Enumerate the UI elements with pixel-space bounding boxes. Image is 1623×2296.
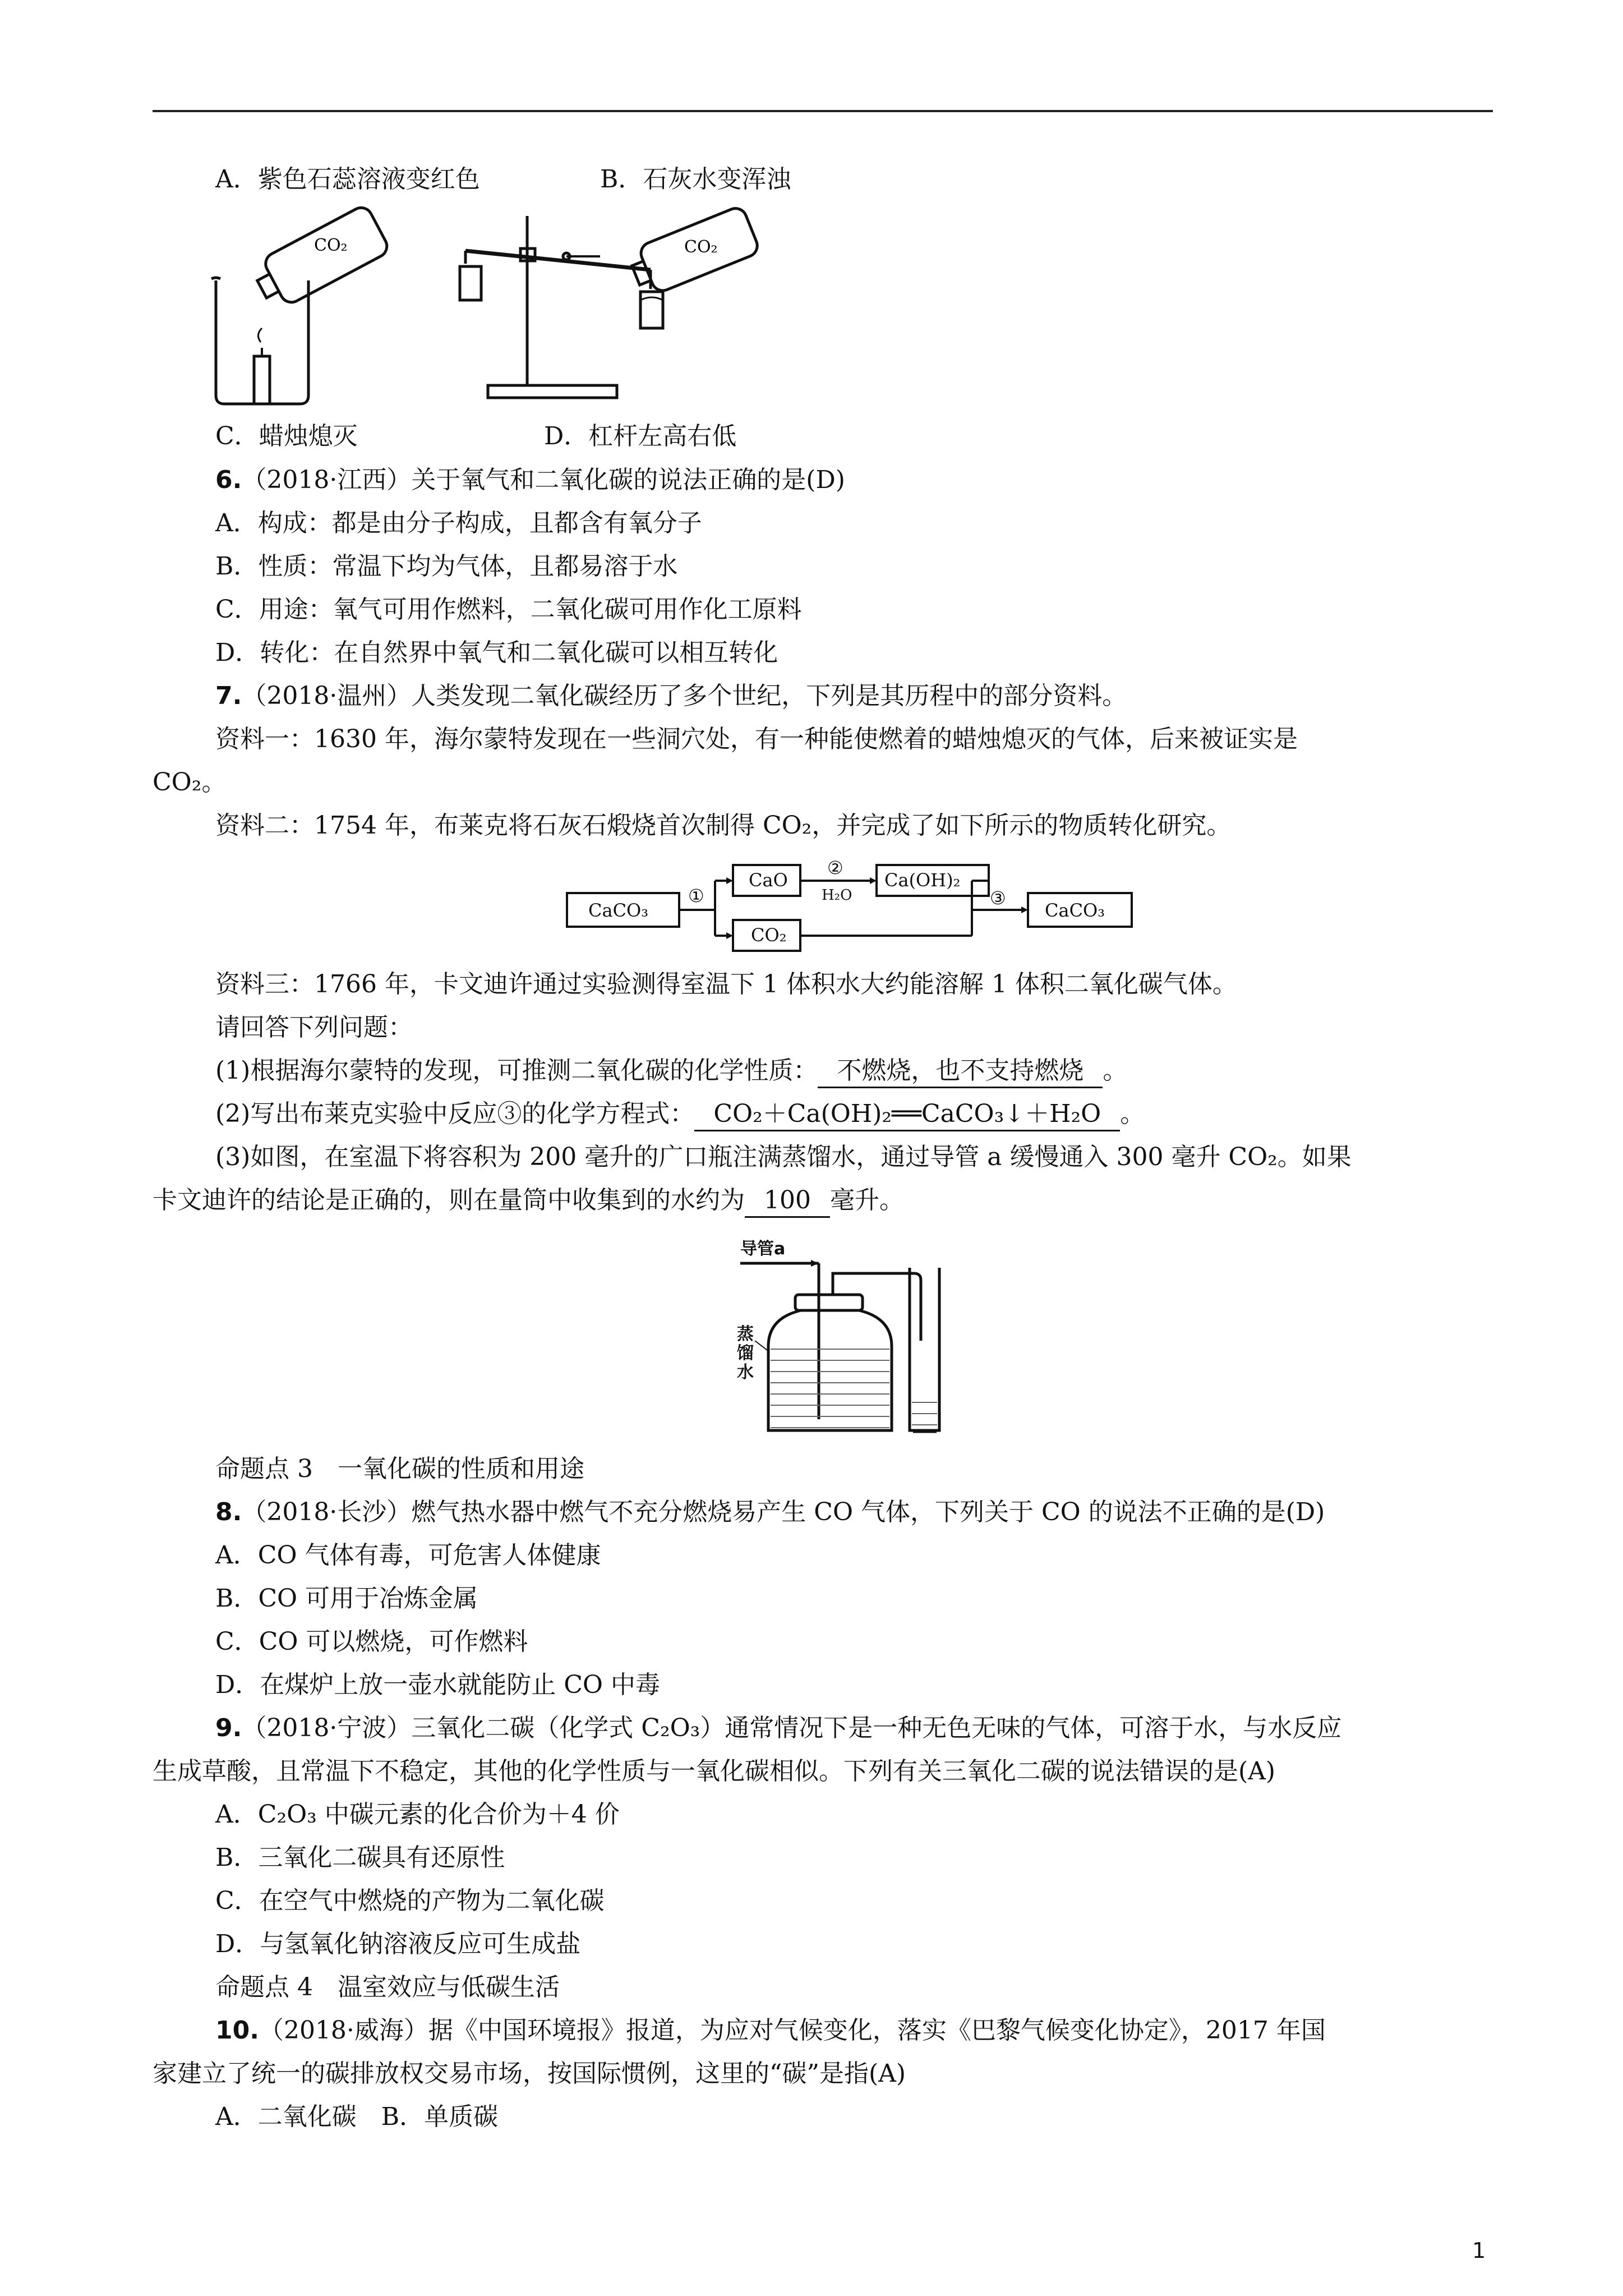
q5-fig-co2-label-1: CO₂ xyxy=(314,236,348,255)
flow-co2: CO₂ xyxy=(751,924,787,946)
fig-water-char-2: 馏 xyxy=(737,1343,754,1363)
q8-option-a: A．CO 气体有毒，可危害人体健康 xyxy=(215,1541,601,1570)
q7-prompt: 请回答下列问题： xyxy=(215,1013,413,1042)
fig-tube-a-label: 导管a xyxy=(740,1239,786,1259)
q10-options: A．二氧化碳 B．单质碳 xyxy=(215,2102,499,2131)
q8-stem xyxy=(215,1496,1325,1529)
flow-caco3-right: CaCO₃ xyxy=(1045,900,1105,921)
q9-stem-text: （2018·宁波）三氧化二碳（化学式 C₂O₃）通常情况下是一种无色无味的气体，可溶于水，与水反应 xyxy=(242,1714,1342,1742)
q9-stem-line1 xyxy=(215,1711,1341,1745)
q7-sub3-line2: 卡文迪许的结论是正确的，则在量筒中收集到的水约为 100 毫升。 xyxy=(153,1184,904,1218)
q7-material3: 资料三：1766 年，卡文迪许通过实验测得室温下 1 体积水大约能溶解 1 体积二氧化碳气体。 xyxy=(215,970,1237,999)
figure-conversion-flow xyxy=(564,853,1136,954)
q7-sub1: (1)根据海尔蒙特的发现，可推测二氧化碳的化学性质： 不燃烧，也不支持燃烧 。 xyxy=(215,1054,1127,1088)
q6-stem xyxy=(215,463,845,497)
q6-stem-text: （2018·江西）关于氧气和二氧化碳的说法正确的是(D) xyxy=(242,466,845,494)
header-rule xyxy=(153,110,1493,112)
q6-option-c: C．用途：氧气可用作燃料，二氧化碳可用作化工原料 xyxy=(215,595,802,624)
q6-option-b: B．性质：常温下均为气体，且都易溶于水 xyxy=(215,552,678,581)
q6-option-a: A．构成：都是由分子构成，且都含有氧分子 xyxy=(215,509,702,537)
q5-option-d: D．杠杆左高右低 xyxy=(544,422,737,450)
q7-sub3-answer: 100 xyxy=(745,1185,830,1218)
q9-stem-line2: 生成草酸，且常温下不稳定，其他的化学性质与一氧化碳相似。下列有关三氧化二碳的说法错误的是(A) xyxy=(153,1757,1276,1786)
q8-stem-text: （2018·长沙）燃气热水器中燃气不充分燃烧易产生 CO 气体，下列关于 CO 的说法不正确的是(D) xyxy=(242,1498,1325,1526)
q6-option-d: D．转化：在自然界中氧气和二氧化碳可以相互转化 xyxy=(215,638,778,667)
figure-gas-collection xyxy=(735,1234,993,1436)
q5-option-a: A．紫色石蕊溶液变红色 xyxy=(215,165,480,194)
q5-option-c: C．蜡烛熄灭 xyxy=(215,422,358,450)
q6-number: 6. xyxy=(215,466,242,494)
q5-option-b: B．石灰水变浑浊 xyxy=(600,165,791,194)
q9-number: 9. xyxy=(215,1714,242,1742)
q8-number: 8. xyxy=(215,1498,242,1526)
q9-option-b: B．三氧化二碳具有还原性 xyxy=(215,1843,505,1872)
flow-step2: ② xyxy=(827,857,843,878)
page-number: 1 xyxy=(1472,2238,1486,2263)
fig-water-char-1: 蒸 xyxy=(737,1324,754,1344)
figure-candle-beaker xyxy=(199,216,384,409)
q5-fig-co2-label-2: CO₂ xyxy=(684,237,718,257)
q7-material1-line2: CO₂。 xyxy=(153,768,227,797)
q10-stem-line1 xyxy=(215,2014,1326,2047)
flow-cao: CaO xyxy=(749,869,788,891)
flow-h2o: H₂O xyxy=(822,887,852,904)
q9-option-c: C．在空气中燃烧的产物为二氧化碳 xyxy=(215,1887,605,1915)
q7-number: 7. xyxy=(215,682,242,710)
q10-stem-text: （2018·威海）据《中国环境报》报道，为应对气候变化，落实《巴黎气候变化协定》，2017 年国 xyxy=(259,2016,1326,2045)
q9-option-d: D．与氢氧化钠溶液反应可生成盐 xyxy=(215,1930,581,1958)
fig-water-char-3: 水 xyxy=(737,1363,754,1382)
flow-step3: ③ xyxy=(990,887,1006,909)
q7-sub3-line1: (3)如图，在室温下将容积为 200 毫升的广口瓶注满蒸馏水，通过导管 a 缓慢通入 300 毫升 CO₂。如果 xyxy=(215,1143,1352,1171)
flow-caco3-left: CaCO₃ xyxy=(588,900,649,921)
q9-option-a: A．C₂O₃ 中碳元素的化合价为＋4 价 xyxy=(215,1800,620,1829)
flow-caoh2: Ca(OH)₂ xyxy=(884,869,961,891)
q8-option-b: B．CO 可用于冶炼金属 xyxy=(215,1584,478,1613)
q7-sub1-answer: 不燃烧，也不支持燃烧 xyxy=(818,1055,1103,1088)
q8-option-d: D．在煤炉上放一壶水就能防止 CO 中毒 xyxy=(215,1671,660,1699)
figure-lever-balance xyxy=(454,210,768,404)
topic4-heading: 命题点 4 温室效应与低碳生活 xyxy=(215,1973,560,2001)
q7-material1-line1: 资料一：1630 年，海尔蒙特发现在一些洞穴处，有一种能使燃着的蜡烛熄灭的气体，后来被证实是 xyxy=(215,725,1298,753)
q7-sub2: (2)写出布莱克实验中反应③的化学方程式： CO₂＋Ca(OH)₂══CaCO₃↓＋H₂O 。 xyxy=(215,1097,1145,1131)
topic3-heading: 命题点 3 一氧化碳的性质和用途 xyxy=(215,1455,584,1483)
q7-sub2-answer: CO₂＋Ca(OH)₂══CaCO₃↓＋H₂O xyxy=(694,1098,1120,1131)
q10-stem-line2: 家建立了统一的碳排放权交易市场，按国际惯例，这里的“碳”是指(A) xyxy=(153,2059,906,2088)
q7-material2: 资料二：1754 年，布莱克将石灰石煅烧首次制得 CO₂，并完成了如下所示的物质转化研究。 xyxy=(215,811,1232,840)
q7-stem xyxy=(215,679,1127,713)
q8-option-c: C．CO 可以燃烧，可作燃料 xyxy=(215,1627,528,1656)
q7-stem-text: （2018·温州）人类发现二氧化碳经历了多个世纪，下列是其历程中的部分资料。 xyxy=(242,682,1127,710)
q10-number: 10. xyxy=(215,2016,259,2045)
flow-step1: ① xyxy=(688,885,704,907)
